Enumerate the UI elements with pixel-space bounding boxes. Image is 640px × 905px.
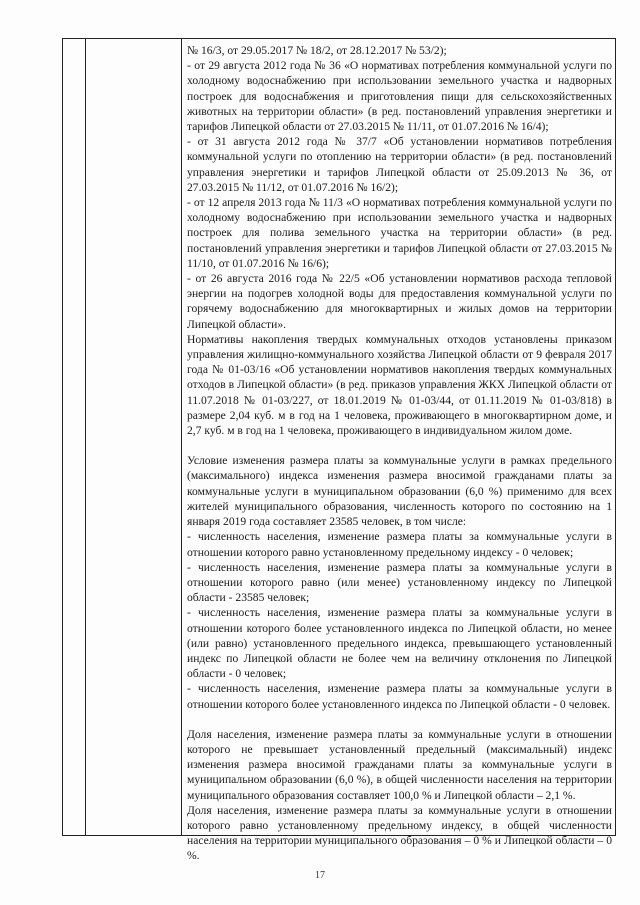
paragraph: - численность населения, изменение размера платы за коммунальные услуги в отношении которого более установленного индекса по Липецкой области - 0 человек. — [187, 682, 612, 711]
paragraph: № 16/3, от 29.05.2017 № 18/2, от 28.12.2017 № 53/2); — [187, 44, 447, 57]
paragraph: Нормативы накопления твердых коммунальных отходов установлены приказом управления жилищно-коммунального хозяйства Липецкой области от 9 февраля 2017 года № 01-03/16 «Об установлении нормативов накопления твердых коммунальных отходов в Липецкой области» (в ред. приказов управления ЖКХ Липецкой области от 11.07.2018 № 01-03/227, от 18.01.2019 № 01-03/44, от 01.11.2019 № 01-03/818) в размере 2,04 куб. м в год на 1 человека, проживающего в многоквартирном доме, и 2,7 куб. м в год на 1 человека, проживающего в индивидуальном жилом доме. — [187, 332, 612, 438]
paragraph: - численность населения, изменение размера платы за коммунальные услуги в отношении которого равно установленному предельному индексу - 0 человек; — [187, 530, 612, 559]
paragraph: - от 31 августа 2012 года № 37/7 «Об установлении нормативов потребления коммунальной услуги по отоплению на территории области» (в ред. постановлений управления энергетики и тарифов Липецкой области от 25.09.2013 № 36, от 27.03.2015 № 11/12, от 01.07.2016 № 16/2); — [187, 135, 612, 194]
paragraph: - от 29 августа 2012 года № 36 «О нормативах потребления коммунальной услуги по холодному водоснабжению при использовании земельного участка и надворных построек для водоснабжения и приготовления пищи для сельскохозяйственных животных на территории области» (в ред. постановлений управления энергетики и тарифов Липецкой области от 27.03.2015 № 11/11, от 01.07.2016 № 16/4); — [187, 59, 612, 134]
paragraph: - численность населения, изменение размера платы за коммунальные услуги в отношении которого равно (или менее) установленному индексу по Липецкой области - 23585 человек; — [187, 560, 612, 605]
paragraph-spacer — [187, 712, 612, 727]
page-number: 17 — [315, 870, 325, 881]
paragraph: - от 12 апреля 2013 года № 11/3 «О нормативах потребления коммунальной услуги по холодному водоснабжению при использовании земельного участка и надворных построек для полива земельного участка на территории области» (в ред. постановлений управления энергетики и тарифов Липецкой области от 27.03.2015 № 11/10, от 01.07.2016 № 16/6); — [187, 196, 612, 270]
paragraph: - численность населения, изменение размера платы за коммунальные услуги в отношении которого более установленного индекса по Липецкой области, но менее (или равно) установленного предельного индекса, превышающего установленный индекс по Липецкой области не более чем на величину отклонения по Липецкой области - 0 человек; — [187, 606, 612, 681]
paragraph: Условие изменения размера платы за коммунальные услуги в рамках предельного (максимального) индекса изменения размера вносимой гражданами платы за коммунальные услуги в муниципальном образовании (6,0 %) применимо для всех жителей муниципального образования, численность которого по состоянию на 1 января 2019 года составляет 23585 человек, в том числе: — [187, 454, 612, 529]
document-table — [62, 38, 616, 863]
paragraph-spacer — [187, 438, 612, 453]
paragraph: Доля населения, изменение размера платы за коммунальные услуги в отношении которого не превышает установленный предельный (максимальный) индекс изменения размера вносимой гражданами платы за коммунальные услуги в муниципальном образовании (6,0 %), в общей численности населения на территории муниципального образования составляет 100,0 % и Липецкой области – 2,1 %. — [187, 727, 612, 802]
column-divider-2 — [181, 39, 182, 835]
column-divider-1 — [85, 39, 86, 835]
text-cell — [187, 43, 612, 864]
paragraph: - от 26 августа 2016 года № 22/5 «Об установлении нормативов расхода тепловой энергии на подогрев холодной воды для предоставления коммунальной услуги по горячему водоснабжению для многоквартирных и жилых домов на территории Липецкой области». — [187, 272, 612, 331]
paragraph: Доля населения, изменение размера платы за коммунальные услуги в отношении которого равно установленному предельному индексу, в общей численности населения на территории муниципального образования – 0 % и Липецкой области – 0 %. — [187, 803, 612, 863]
